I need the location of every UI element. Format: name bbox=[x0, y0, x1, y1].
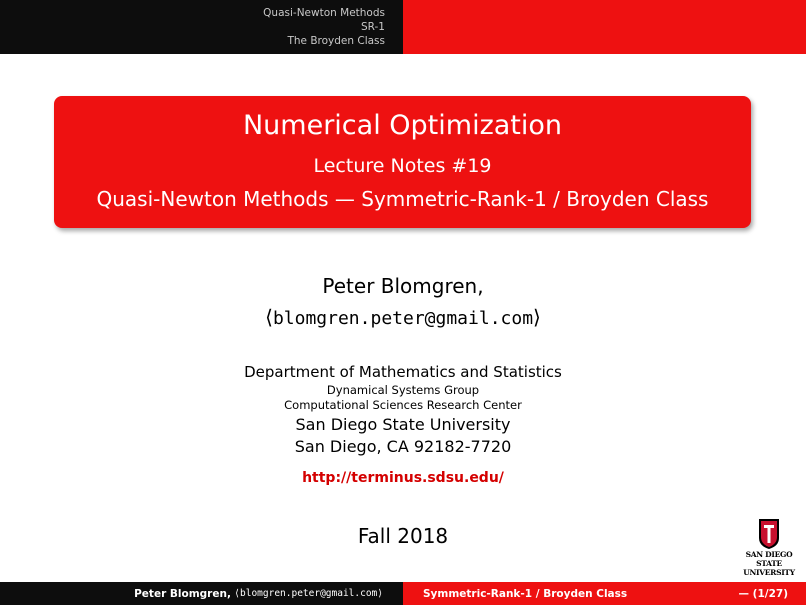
author-name: Peter Blomgren, bbox=[322, 274, 484, 298]
email-address: blomgren.peter@gmail.com bbox=[272, 308, 534, 329]
header-bar bbox=[0, 0, 806, 54]
nav-section-quasi-newton[interactable]: Quasi-Newton Methods bbox=[263, 7, 385, 19]
nav-section-sr1[interactable]: SR-1 bbox=[360, 21, 385, 33]
email-close-bracket: ⟩ bbox=[533, 305, 541, 329]
footer-author bbox=[0, 582, 403, 605]
header-accent bbox=[403, 0, 806, 54]
footer-info bbox=[403, 582, 806, 605]
footer-short-title: Symmetric-Rank-1 / Broyden Class bbox=[423, 587, 628, 600]
city-address: San Diego, CA 92182-7720 bbox=[294, 437, 512, 456]
footer-page-number: — (1/27) bbox=[738, 587, 788, 600]
author-email bbox=[0, 302, 806, 334]
section-navigation bbox=[0, 0, 403, 54]
slide-title: Numerical Optimization bbox=[242, 110, 563, 141]
title-box bbox=[54, 96, 751, 228]
research-center: Computational Sciences Research Center bbox=[284, 398, 522, 412]
research-group: Dynamical Systems Group bbox=[326, 383, 480, 397]
email-open-bracket: ⟨ bbox=[265, 305, 273, 329]
date: Fall 2018 bbox=[357, 524, 449, 548]
logo-text-line1: SAN DIEGO STATE bbox=[745, 550, 793, 568]
footer-author-name: Peter Blomgren, bbox=[134, 587, 231, 600]
department: Department of Mathematics and Statistics bbox=[244, 363, 562, 381]
university-logo bbox=[738, 518, 800, 577]
university: San Diego State University bbox=[295, 415, 511, 434]
sdsu-crest-icon bbox=[758, 518, 780, 550]
slide-subtitle: Lecture Notes #19 bbox=[313, 155, 492, 177]
nav-section-broyden[interactable]: The Broyden Class bbox=[287, 35, 385, 47]
footer-author-email: ⟨blomgren.peter@gmail.com⟩ bbox=[234, 588, 383, 599]
website-link[interactable]: http://terminus.sdsu.edu/ bbox=[302, 470, 504, 486]
slide-topic: Quasi-Newton Methods — Symmetric-Rank-1 / Broyden Class bbox=[96, 187, 709, 211]
footer-bar bbox=[0, 582, 806, 605]
logo-text-line2: UNIVERSITY bbox=[743, 568, 795, 577]
